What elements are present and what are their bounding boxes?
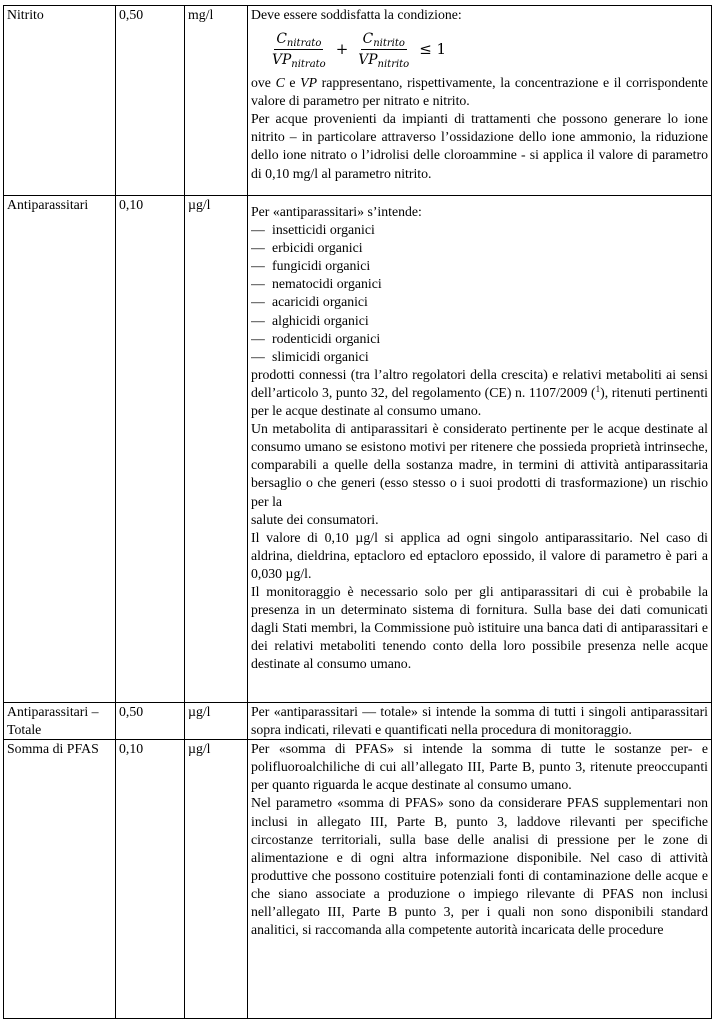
table-row-nitrito xyxy=(4,6,712,196)
parameter-name: Antiparassitari – Totale xyxy=(4,703,116,740)
parameter-name: Antiparassitari xyxy=(4,196,116,703)
fraction-nitrato: $\frac{C_{nitrato}}{VP_{nitrato}}$ xyxy=(272,30,326,70)
valore-paragraph: Il valore di 0,10 µg/l si applica ad ogni singolo antiparassitario. Nel caso di aldrina, dieldrina, eptacloro ed eptacloro epossido, il valore di parametro è pari a 0,030 µg/l. xyxy=(251,529,708,581)
parameter-unit: µg/l xyxy=(185,703,248,740)
nitrito-intro: Deve essere soddisfatta la condizione: xyxy=(251,7,462,22)
parameter-name: Nitrito xyxy=(4,6,116,196)
parameter-value: 0,50 xyxy=(116,6,185,196)
parameter-value: 0,10 xyxy=(116,740,185,1019)
list-item: — slimicidi organici xyxy=(251,348,369,364)
parameter-notes xyxy=(248,196,712,703)
table-row-antiparassitari-totale xyxy=(4,703,712,740)
totale-paragraph: Per «antiparassitari — totale» si intende la somma di tutti i singoli antiparassitari sopra indicati, rilevati e quantificati nella procedura di monitoraggio. xyxy=(251,704,708,738)
list-item: — insetticidi organici xyxy=(251,222,375,238)
pfas-paragraph-1: Per «somma di PFAS» si intende la somma di tutte le sostanze per- e polifluoroalchiliche di cui all’allegato III, Parte B, punto 3, ritenute preoccupanti per quanto riguarda le acque destinate al consumo umano. xyxy=(251,741,708,793)
parameter-notes xyxy=(248,703,712,740)
parameter-notes xyxy=(248,740,712,1019)
parameter-notes xyxy=(248,6,712,196)
ove-paragraph: ove C e VP rappresentano, rispettivamente, la concentrazione e il corrispondente valore di parametro per nitrato e nitrito. xyxy=(251,75,709,109)
nitrito-paragraph-2: Per acque provenienti da impianti di trattamenti che possono generare lo ione nitrito – in particolare attraverso l’ossidazione dello ione ammonio, la riduzione dello ione nitrato o l’idrolisi delle cloroammine - si applica il valore di parametro di 0,10 mg/l al parametro nitrito. xyxy=(251,111,708,181)
list-item: — nematocidi organici xyxy=(251,276,382,292)
parameter-name: Somma di PFAS xyxy=(4,740,116,1019)
list-item: — rodenticidi organici xyxy=(251,330,381,346)
metabolita-end: salute dei consumatori. xyxy=(251,511,379,527)
monitoraggio-paragraph: Il monitoraggio è necessario solo per gli antiparassitari di cui è probabile la presenza in un determinato sistema di fornitura. Sulla base dei dati comunicati dagli Stati membri, la Commissione può istituire una banca dati di antiparassitari e dei relativi metaboliti tenendo conto della loro possibile presenza nelle acque destinate al consumo umano. xyxy=(251,583,708,672)
footnote-ref: 1 xyxy=(595,383,601,394)
parameters-table xyxy=(3,5,712,1019)
parameter-unit: µg/l xyxy=(185,196,248,703)
list-item: — alghicidi organici xyxy=(251,312,369,328)
parameter-value: 0,50 xyxy=(116,703,185,740)
pfas-paragraph-2: Nel parametro «somma di PFAS» sono da considerare PFAS supplementari non inclusi in allegato III, Parte B, punto 3, laddove rilevanti per specifiche circostanze territoriali, sulla base delle analisi di pressione per le zone di alimentazione e di ogni altra informazione disponibile. Nel caso di attività produttive che possono costituire potenziali fonti di contaminazione delle acque e che siano associate a produzione o impiego rilevante di PFAS non inclusi nell’allegato III, Parte B punto 3, per i quali non sono disponibili standard analitici, si raccomanda alla competente autorità incaricata delle procedure xyxy=(251,795,708,938)
nitrite-nitrate-formula xyxy=(251,24,708,74)
list-item: — erbicidi organici xyxy=(251,240,363,256)
list-item: — acaricidi organici xyxy=(251,294,368,310)
parameter-unit: mg/l xyxy=(185,6,248,196)
plus-sign: + xyxy=(335,40,349,59)
metabolita-paragraph: Un metabolita di antiparassitari è considerato pertinente per le acque destinate al consumo umano se esistono motivi per ritenere che possieda proprietà intrinseche, comparabili a quelle della sostanza madre, in termini di attività antiparassitaria bersaglio o che generi (esso stesso o i suoi prodotti di trasformazione) un rischio per la xyxy=(251,421,708,509)
list-item: — fungicidi organici xyxy=(251,258,371,274)
parameter-unit: µg/l xyxy=(185,740,248,1019)
table-row-antiparassitari xyxy=(4,196,712,703)
prodotti-paragraph: prodotti connessi (tra l’altro regolatori della crescita) e relativi metaboliti ai sensi dell’articolo 3, punto 32, del regolamento (CE) n. 1107/2009 ($^1$), ritenuti pertinenti per le acque destinate al consumo umano. xyxy=(251,366,708,419)
parameter-value: 0,10 xyxy=(116,196,185,703)
fraction-nitrito: $\frac{C_{nitrito}}{VP_{nitrito}}$ xyxy=(358,30,410,70)
antiparassitari-intro: Per «antiparassitari» s’intende: xyxy=(251,204,422,219)
table-row-somma-pfas xyxy=(4,740,712,1019)
leq-one: ≤ 1 xyxy=(419,40,447,59)
